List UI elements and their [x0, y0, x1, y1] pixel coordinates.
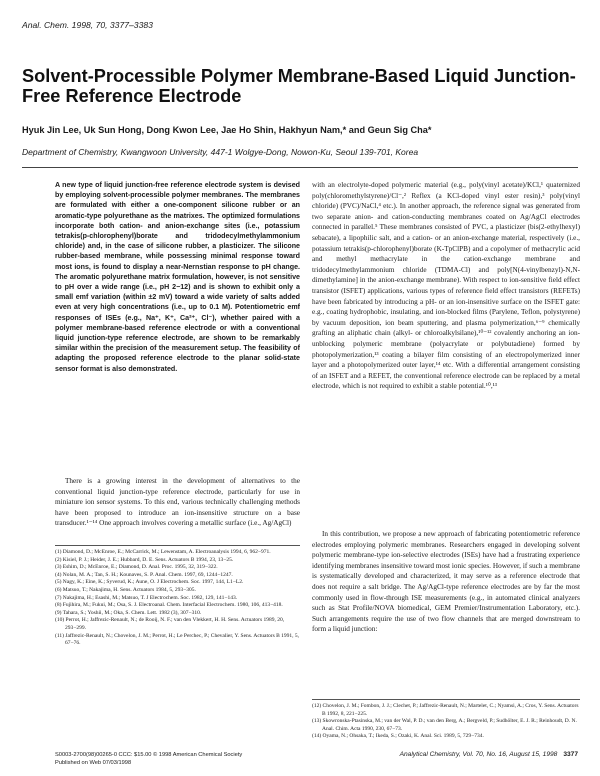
- body-paragraph-2: In this contribution, we propose a new approach of fabricating potentiometric reference electrodes employing polymeric membranes. Researchers engaged in developing solvent polymeric membrane-type ion-selective electrodes (ISEs) have had a frustrating experience identifying membranes insensitive toward most ionic species. However, if such a membrane is systematically developed and characterized, it may serve as a reference electrode that does not require a salt bridge. The Ag/AgCl-type reference electrodes are by far the most commonly used in flow-through ISE measurements (e.g., in automated clinical analyzers such as Stat Profile/NOVA biomedical, GEM Premier/Instrumentation Laboratory, etc.). Such arrangements require the use of two flow channels that are merged downstream to form a liquid junction:: [312, 530, 580, 634]
- abstract: A new type of liquid junction-free reference electrode system is devised by employing solvent-processible polymer membranes. The membranes are formulated with either a one-component silicone rubber or an aromatic-type polyurethane as the matrixes. The optimized formulations incorporate both cation- and anion-exchange sites (i.e., potassium tetrakis(p-chlorophenyl)borate and tridodecylmethylammonium chloride) and, in the case of silicone rubber, a plasticizer. The silicone rubber-based membrane, while possessing minimal response toward most ions, is found to display a near-Nernstian response to pH change. The aromatic polyurethane matrix formulation, however, is not sensitive to pH over a wide range (i.e., pH 2−12) and is shown to exhibit only a small emf variation (within ±2 mV) toward a wide variety of salts added even at very high concentrations (i.e., up to 0.1 M). Potentiometric emf responses of ISEs (e.g., Na⁺, K⁺, Ca²⁺, Cl⁻), whether paired with a polymer membrane-based reference electrode or with a conventional liquid junction-type reference electrode, are shown to be remarkably similar within the precision of the measurement setup. The feasibility of adapting the proposed reference electrode to the planar solid-state sensor format is also demonstrated.: [55, 181, 300, 373]
- footnotes-left: [55, 549, 300, 648]
- footnote-rule-left: [55, 545, 300, 546]
- footnote: (3) Eshim, D.; McEnroe, E.; Diamond, D. Anal. Proc. 1995, 32, 319−322.: [55, 564, 218, 571]
- footnote: (4) Nolan, M. A.; Tan, S. H.; Kounaves, S. P. Anal. Chem. 1997, 69, 1244−1247.: [55, 571, 233, 578]
- footnote: (7) Nakajima, H.; Esashi, M.; Matsuo, T. J Electrochem. Soc. 1982, 129, 141−143.: [55, 594, 238, 601]
- author-list: Hyuk Jin Lee, Uk Sun Hong, Dong Kwon Lee, Jae Ho Shin, Hakhyun Nam,* and Geun Sig Cha*: [22, 125, 432, 135]
- publication-date: Published on Web 07/03/1998: [55, 760, 132, 766]
- footnote: (11) Jaffrezic-Renault, N.; Chovelon, J. M.; Perrot, H.; Le Perchec, P.; Chevalier, Y. Sens. Actuators B 1991, 5, 67−76.: [55, 632, 300, 647]
- page-number: 3377: [563, 751, 578, 758]
- journal-reference: Anal. Chem. 1998, 70, 3377–3383: [22, 20, 153, 30]
- footnote: (13) Skowronska-Ptasinska, M.; van der Wal, P. D.; van den Berg, A.; Bergveld, P.; Sudhölter, E. J. R.; Reinhoudt, D. N. Anal. Chim. Acta 1990, 230, 67−73.: [312, 718, 577, 732]
- footnote-rule-right: [312, 699, 580, 700]
- footnote: (2) Kisiel, P. J.; Heider, J. E.; Hubbard, D. E. Sens. Actuators B 1994, 23, 13−25.: [55, 556, 234, 563]
- footnote: (8) Fujihira, M.; Fukui, M.; Osa, S. J. Electroanal. Chem. Interfacial Electrochem. 1980, 106, 413−418.: [55, 602, 283, 609]
- footnote: (1) Diamond, D.; McEnroe, E.; McCarrick, M.; Lewenstam, A. Electroanalysis 1994, 6, 962−971.: [55, 549, 271, 555]
- footnote: (9) Tahara, S.; Yoshii, M.; Oka, S. Chem. Lett. 1982 (3), 307−310.: [55, 609, 202, 616]
- copyright-block: [55, 751, 242, 767]
- footer-journal: Analytical Chemistry, Vol. 70, No. 16, August 15, 1998: [399, 751, 558, 758]
- footnotes-right: [312, 703, 580, 741]
- paper-title: Solvent-Processible Polymer Membrane-Based Liquid Junction-Free Reference Electrode: [22, 66, 576, 106]
- copyright-line: S0003-2700(98)00265-0 CCC: $15.00 © 1998 American Chemical Society: [55, 752, 243, 758]
- footnote: (5) Nagy, K.; Eine, K.; Syverud, K.; Aune, O. J Electrochem. Soc. 1997, 144, L1−L2.: [55, 579, 244, 586]
- affiliation: Department of Chemistry, Kwangwoon University, 447-1 Wolgye-Dong, Nowon-Ku, Seoul 139-701, Korea: [22, 147, 419, 157]
- header-rule: [22, 167, 578, 168]
- footnote: (6) Matsuo, T.; Nakajima, H. Sens. Actuators 1984, 5, 293−305.: [55, 586, 196, 593]
- footnote: (14) Oyama, N.; Ohsaka, T.; Ikeda, S.; Ozaki, K. Anal. Sci. 1989, 5, 729−734.: [312, 733, 484, 740]
- intro-paragraph: There is a growing interest in the development of alternatives to the conventional liquid junction-type reference electrode, particularly for use in miniature ion sensor systems. To this end, various technically challenging methods have been proposed to introduce an ion-insensitive structure on a base transducer.¹⁻¹⁴ One approach involves covering a metallic surface (i.e., Ag/AgCl): [55, 477, 300, 528]
- footnote: (12) Chovelon, J. M.; Fombon, J. J.; Clechet, P.; Jaffrezic-Renault, N.; Martelet, C.; Nyamsi, A.; Cros, Y. Sens. Actuators B 1992, 8, 221−225.: [312, 703, 579, 717]
- body-paragraph-1: with an electrolyte-doped polymeric material (e.g., poly(vinyl acetate)/KCl,¹ quaternized poly(chloromethylstyrene)/Cl⁻,² Reflex (a KCl-doped vinyl ester resin),³ poly(vinyl chloride) (PVC)/NaCl,⁴ etc.). In another approach, the reference signal was generated from two separate anion- and cation-conducting membranes coated on Ag/AgCl electrodes connected in parallel.⁵ These membranes consisted of PVC, a plasticizer (bis(2-ethylhexyl) sebacate), a lipophilic salt, and a cation- or an anion-exchange material, respectively (i.e., potassium tetrakis(p-chlorophenyl)borate (K-TpClPB) and a copolymer of methacrylic acid and methyl methacrylate in the cation-exchange membrane and tridodecylmethylammonium chloride (TDMA-Cl) and poly[N(4-vinylbenzyl)-N,N-dimethylamine] in the anion-exchange membrane). With respect to ion-sensitive field effect transistor (ISFET) applications, various types of reference field effect transistors (REFETs) have been fabricated by introducing a pH- or an ion-insensitive surface on the ISFET gate: e.g., coating hydrophobic, insulating, and ion-blocked films (Parylene, Teflon, polystyrene) by vacuum deposition, ion beam sputtering, and plasma polymerization,⁶⁻⁹ chemically grafting an aliphatic chain (alkyl- or chloroalkylsilane),¹⁰⁻¹² covalently anchoring an ion-unblocking polymeric membrane (polyacrylate or polybutadiene) formed by photopolymerization,¹³ coating a bilayer film consisting of an electropolymerized inner layer and a photopolymerized outer layer,¹⁴ etc. With a differential arrangement consisting of an ISFET and a REFET, the conventional reference electrode can be replaced by a metal electrode, which is not required to exhibit a stable potential.¹⁰,¹³: [312, 181, 580, 391]
- page-footer: [400, 751, 578, 758]
- footnote: (10) Perrot, H.; Jaffrezic-Renault, N.; de Rooij, N. F.; van den Vlekkert, H. H. Sens. Actuators 1989, 20, 293−299.: [55, 617, 285, 631]
